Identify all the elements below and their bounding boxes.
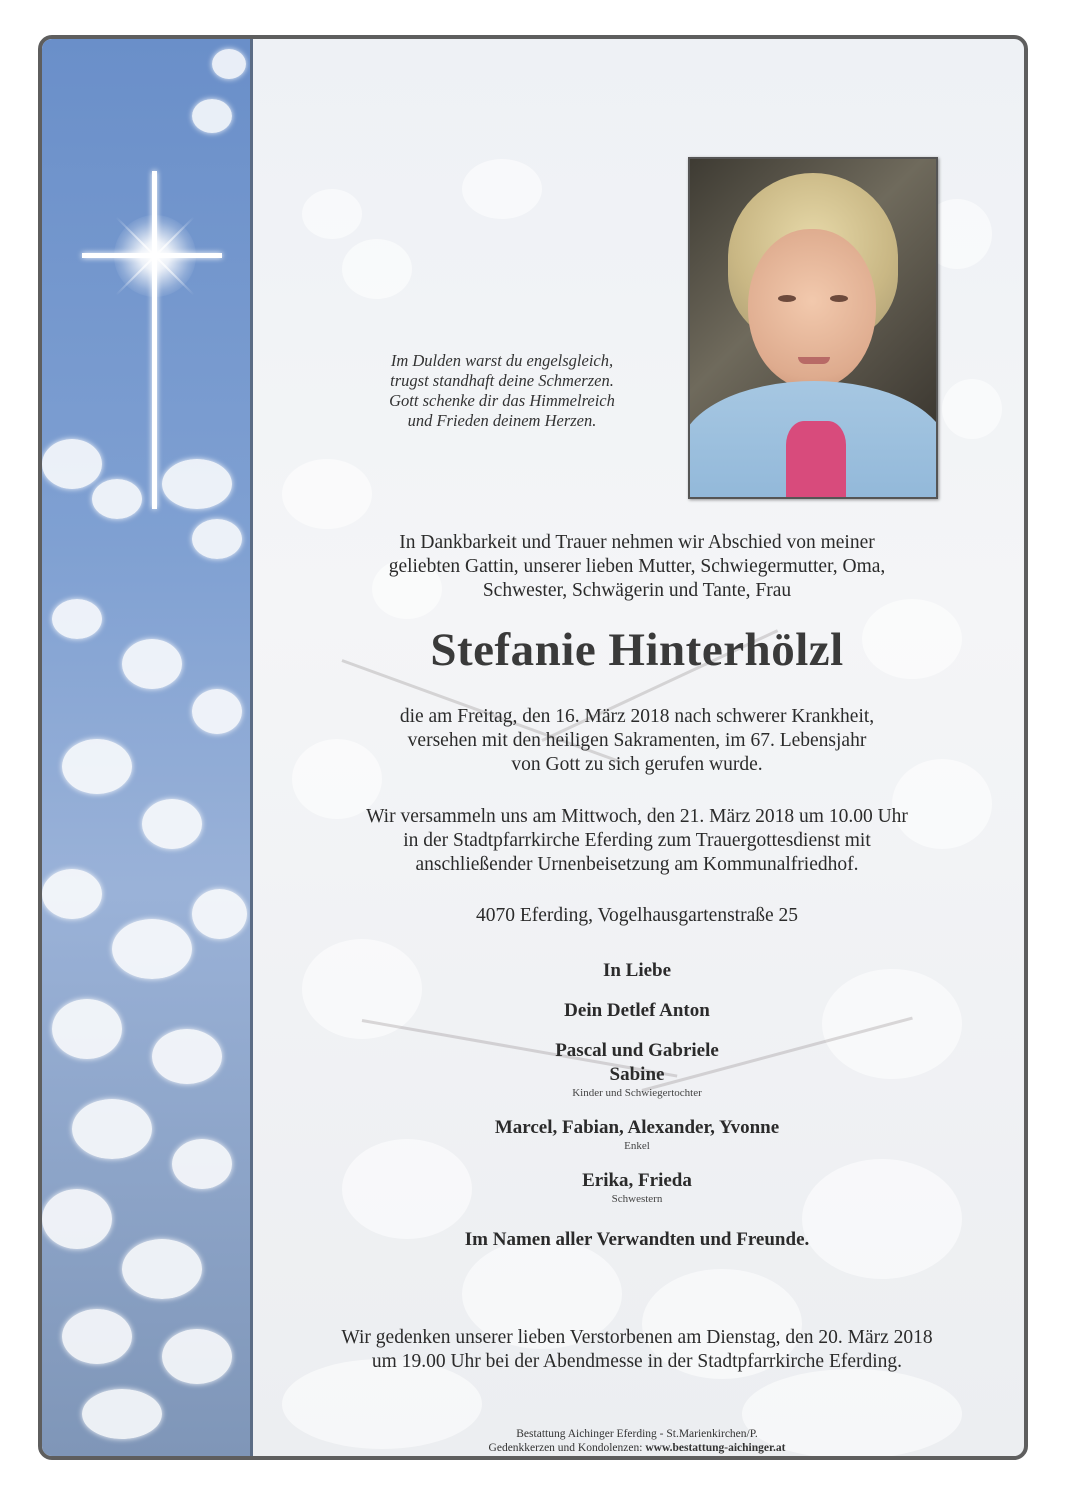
details-line: versehen mit den heiligen Sakramenten, im 67. Lebensjahr xyxy=(407,730,867,751)
intro-line: Schwester, Schwägerin und Tante, Frau xyxy=(482,580,792,601)
sisters-note: Schwestern xyxy=(611,1193,663,1205)
children-note: Kinder und Schwiegertochter xyxy=(572,1087,702,1099)
in-liebe: In Liebe xyxy=(602,960,672,981)
remember-line: um 19.00 Uhr bei der Abendmesse in der Stadtpfarrkirche Eferding. xyxy=(371,1351,903,1372)
service-line: in der Stadtpfarrkirche Eferding zum Trauergottesdienst mit xyxy=(403,830,871,851)
sky-strip xyxy=(42,39,253,1456)
cross-icon-bar xyxy=(82,253,222,258)
intro-text xyxy=(282,531,992,603)
details-line: von Gott zu sich gerufen wurde. xyxy=(511,754,763,775)
details-line: die am Freitag, den 16. März 2018 nach schwerer Krankheit, xyxy=(399,706,875,727)
poem-line: und Frieden deinem Herzen. xyxy=(407,411,597,430)
closing-line: Im Namen aller Verwandten und Freunde. xyxy=(464,1229,810,1250)
sisters: Erika, Frieda xyxy=(582,1170,692,1191)
footer-url-link[interactable]: www.bestattung-aichinger.at xyxy=(645,1442,786,1454)
remembrance-info xyxy=(282,1326,992,1374)
service-line: anschließender Urnenbeisetzung am Kommunalfriedhof. xyxy=(415,854,859,875)
footer-line-1: Bestattung Aichinger Eferding - St.Marienkirchen/P. xyxy=(516,1428,758,1440)
poem xyxy=(342,351,662,431)
service-line: Wir versammeln uns am Mittwoch, den 21. März 2018 um 10.00 Uhr xyxy=(366,806,908,827)
grandchildren: Marcel, Fabian, Alexander, Yvonne xyxy=(494,1117,780,1138)
intro-line: In Dankbarkeit und Trauer nehmen wir Abschied von meiner xyxy=(399,532,875,553)
husband: Dein Detlef Anton xyxy=(564,1000,710,1021)
obituary-card xyxy=(38,35,1028,1460)
footer-prefix: Gedenkkerzen und Kondolenzen: xyxy=(488,1442,646,1454)
footer xyxy=(282,1427,992,1455)
portrait-photo xyxy=(688,157,938,499)
service-info xyxy=(282,805,992,877)
deceased-name: Stefanie Hinterhölzl xyxy=(430,624,844,676)
children-line-2: Sabine xyxy=(609,1064,665,1085)
children-line-1: Pascal und Gabriele xyxy=(555,1040,719,1061)
grandchildren-note: Enkel xyxy=(624,1140,650,1152)
intro-line: geliebten Gattin, unserer lieben Mutter, Schwiegermutter, Oma, xyxy=(388,556,886,577)
address: 4070 Eferding, Vogelhausgartenstraße 25 xyxy=(475,905,799,926)
poem-line: trugst standhaft deine Schmerzen. xyxy=(390,371,614,390)
poem-line: Gott schenke dir das Himmelreich xyxy=(389,391,615,410)
footer-line-2 xyxy=(282,1441,992,1455)
poem-line: Im Dulden warst du engelsgleich, xyxy=(390,351,614,370)
cross-icon xyxy=(152,171,157,509)
mourners xyxy=(282,959,992,1252)
death-details xyxy=(282,705,992,777)
remember-line: Wir gedenken unserer lieben Verstorbenen am Dienstag, den 20. März 2018 xyxy=(341,1327,933,1348)
